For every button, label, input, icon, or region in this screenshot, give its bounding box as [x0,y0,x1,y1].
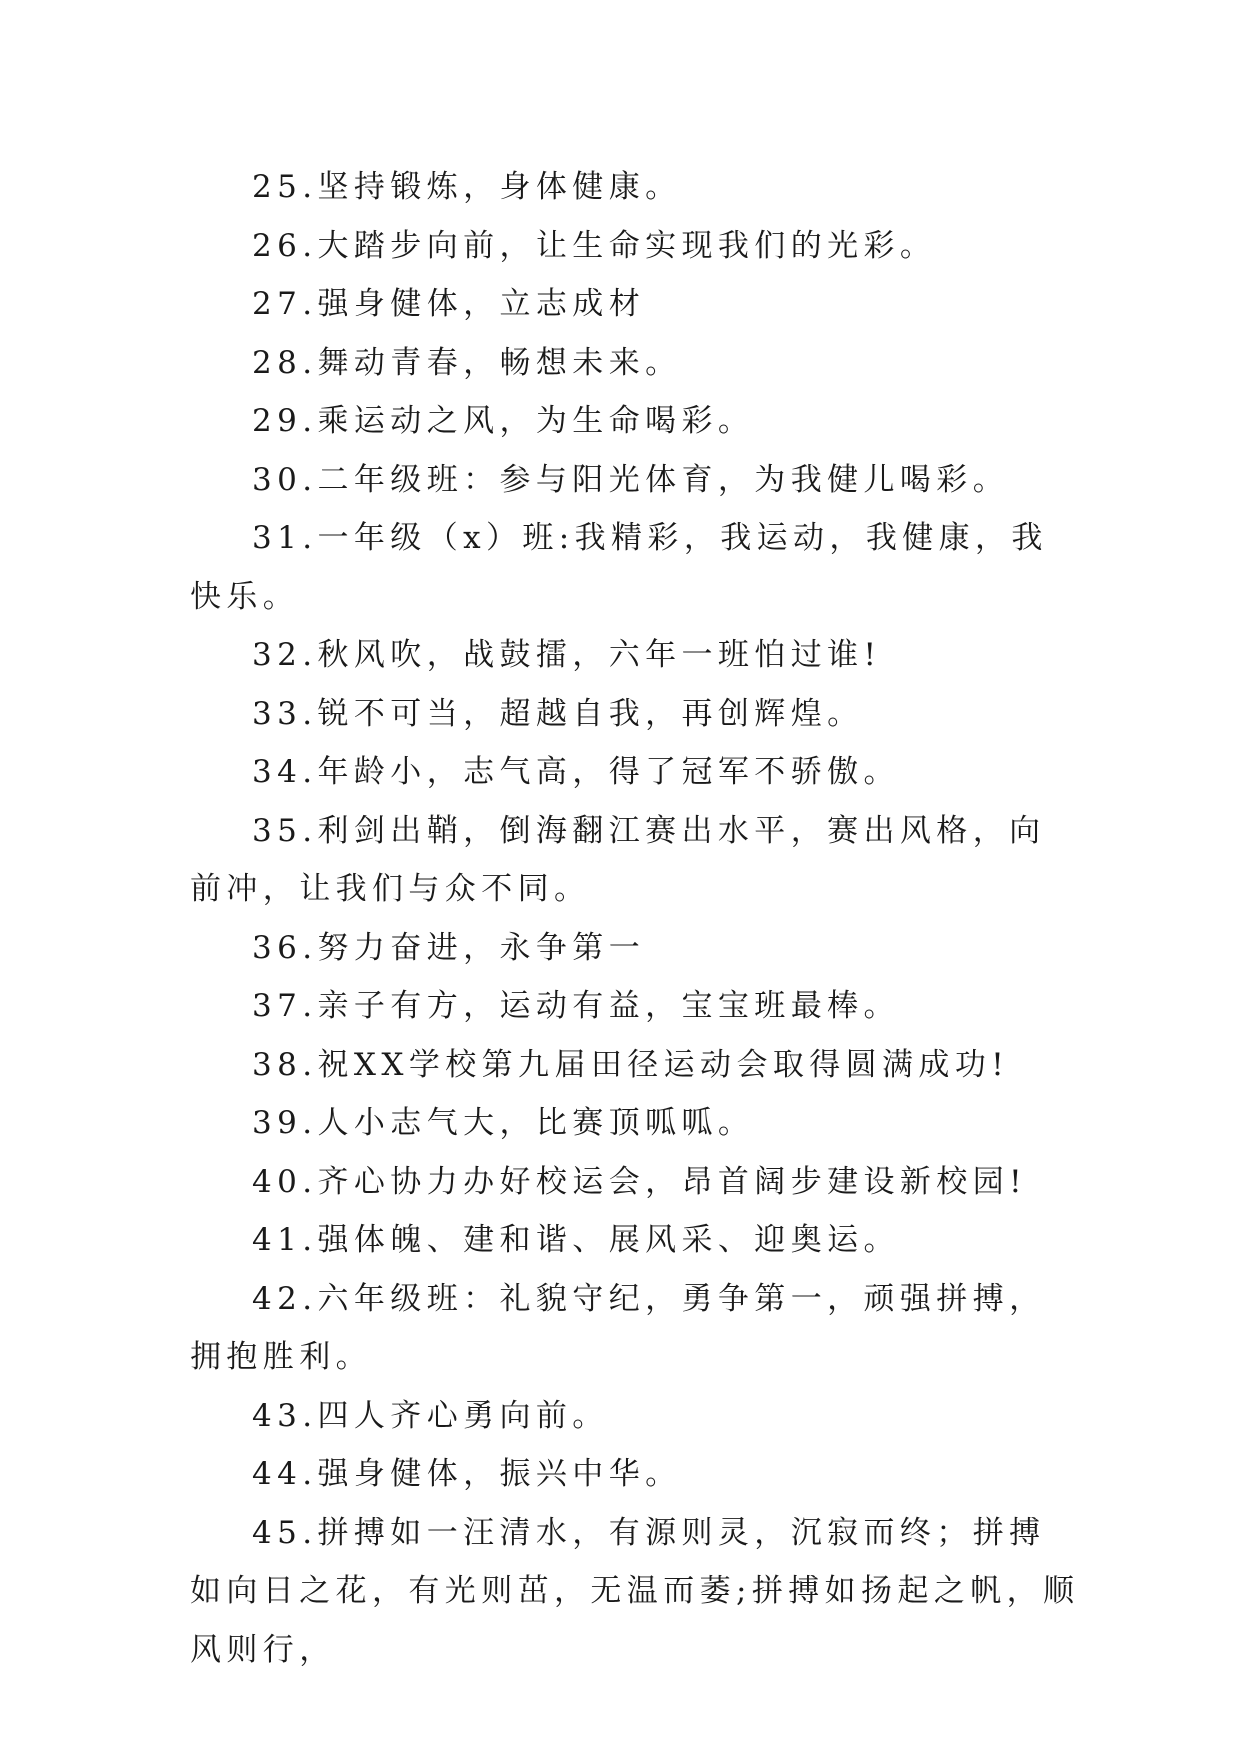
slogan-paragraph: 30.二年级班：参与阳光体育，为我健儿喝彩。 [252,461,1010,498]
slogan-paragraph: 35.利剑出鞘，倒海翻江赛出水平，赛出风格，向前冲，让我们与众不同。 [190,812,1046,907]
slogan-paragraph: 45.拼搏如一汪清水，有源则灵，沉寂而终；拼搏如向日之花，有光则茁，无温而萎;拼搏如扬起之帆，顺风则行， [190,1514,1080,1668]
slogan-paragraph: 36.努力奋进，永争第一 [252,929,646,966]
slogan-paragraph: 29.乘运动之风，为生命喝彩。 [252,403,755,439]
document-body [190,158,1080,1679]
slogan-paragraph: 37.亲子有方，运动有益，宝宝班最棒。 [252,988,900,1024]
slogan-paragraph: 33.锐不可当，超越自我，再创辉煌。 [252,695,864,732]
slogan-paragraph: 43.四人齐心勇向前。 [252,1397,609,1434]
slogan-paragraph: 41.强体魄、建和谐、展风采、迎奥运。 [252,1222,900,1258]
slogan-paragraph: 42.六年级班：礼貌守纪，勇争第一，顽强拼搏，拥抱胜利。 [190,1280,1046,1375]
slogan-paragraph: 40.齐心协力办好校运会，昂首阔步建设新校园! [252,1163,1027,1200]
slogan-paragraph: 27.强身健体，立志成材 [252,286,646,322]
slogan-paragraph: 32.秋风吹，战鼓擂，六年一班怕过谁! [252,637,882,673]
slogan-paragraph: 26.大踏步向前，让生命实现我们的光彩。 [252,227,937,264]
slogan-paragraph: 44.强身健体，振兴中华。 [252,1456,682,1492]
slogan-paragraph: 31.一年级（x）班:我精彩，我运动，我健康，我快乐。 [190,520,1048,615]
slogan-paragraph: 25.坚持锻炼，身体健康。 [252,169,682,205]
slogan-paragraph: 39.人小志气大，比赛顶呱呱。 [252,1105,755,1141]
slogan-paragraph: 28.舞动青春，畅想未来。 [252,344,682,381]
slogan-paragraph: 34.年龄小，志气高，得了冠军不骄傲。 [252,754,900,790]
slogan-paragraph: 38.祝XX学校第九届田径运动会取得圆满成功! [252,1046,1010,1083]
